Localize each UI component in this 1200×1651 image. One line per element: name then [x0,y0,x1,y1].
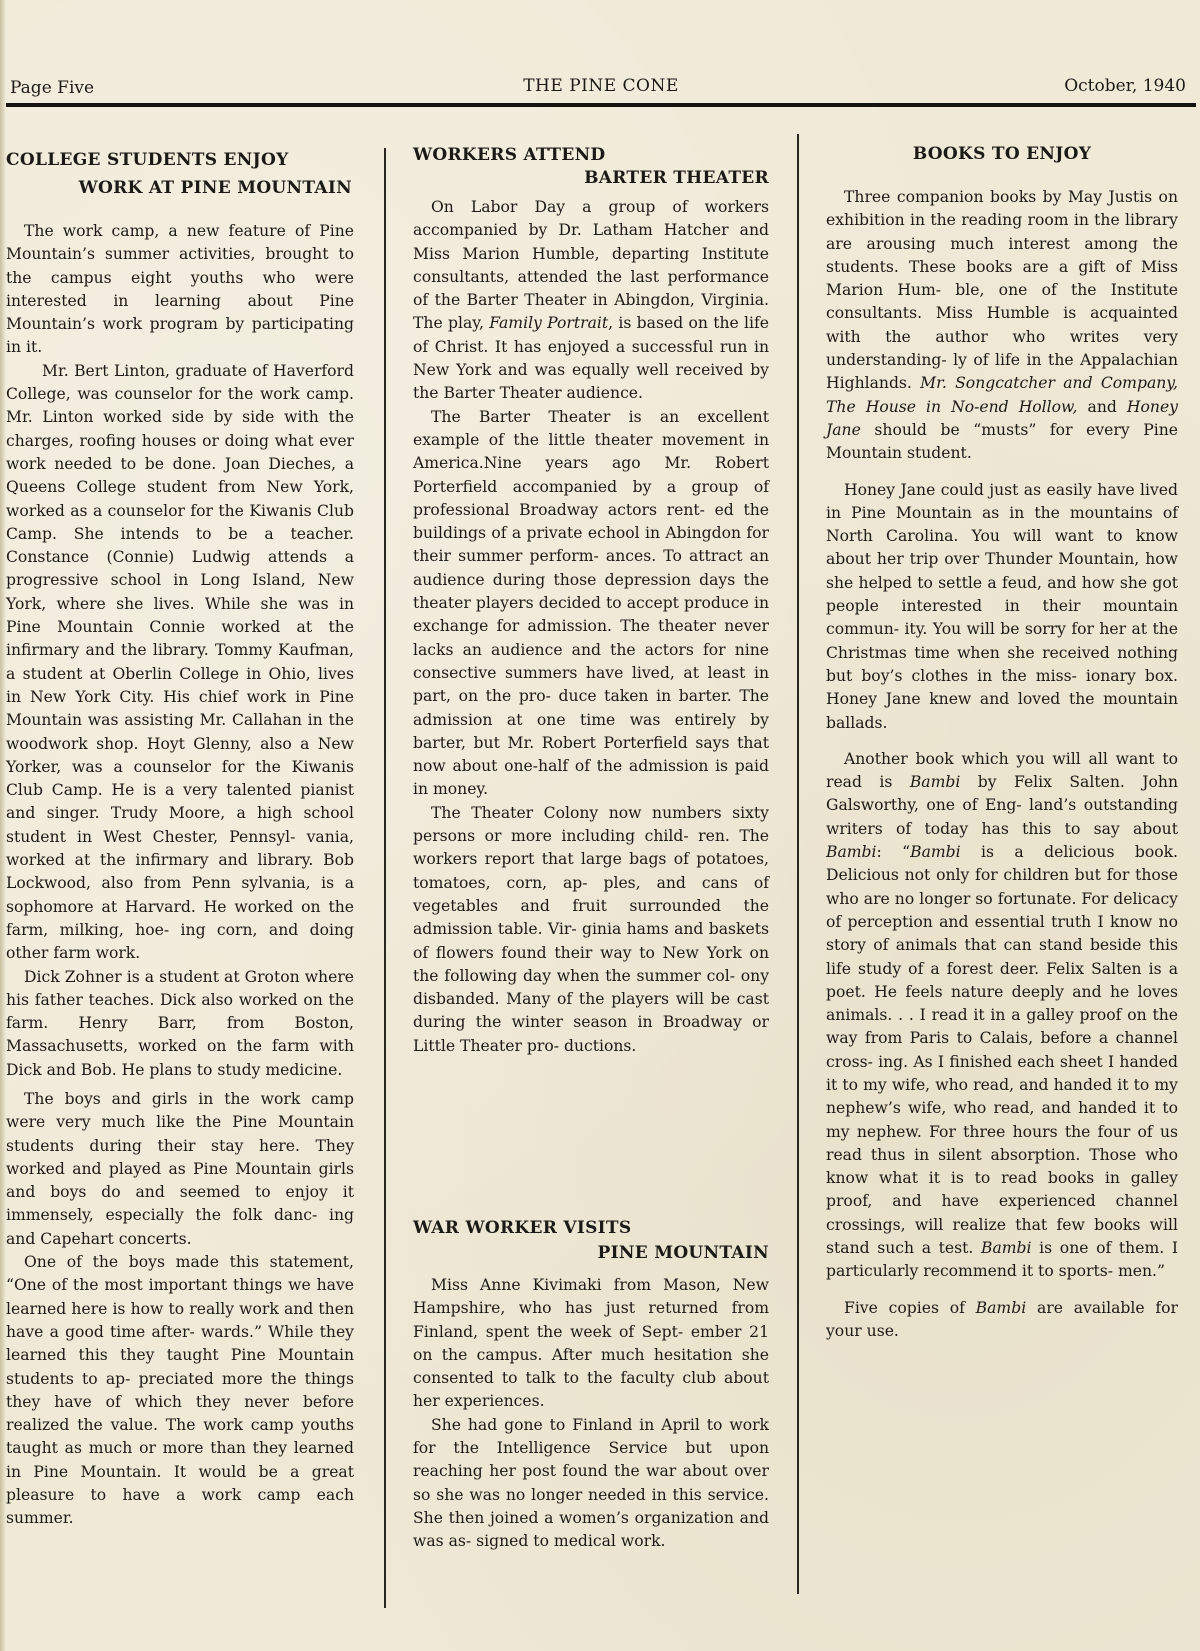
book-title: Honey Jane [826,397,1178,439]
headline-line-1: WORKERS ATTEND [413,145,606,165]
headline-line-2: BARTER THEATER [584,168,769,188]
masthead-rule [6,103,1196,107]
text-run: by Felix Salten. John Galsworthy, one of Eng- land’s outstanding writers of today has this to say about [826,773,1178,838]
book-title: Bambi [910,843,961,862]
paragraph: The boys and girls in the work camp were very much like the Pine Mountain students during their stay here. They worked and played as Pine Mountain girls and boys do and seemed to enjoy it immensely, especially the folk danc- ing and Capehart concerts. [6,1089,354,1248]
article-headline [413,144,769,190]
paragraph: One of the boys made this statement, “One of the most important things we have learned here is how to really work and then have a good time after- wards.” While they learned this they taught Pine Mountain students to ap- preciated more the things they have of which they never before realized the value. The work camp youths taught as much or more than they learned in Pine Mountain. It would be a great pleasure to have a work camp each summer. [6,1253,354,1528]
article-headline: BOOKS TO ENJOY [912,144,1092,164]
text-run: are available for your use. [826,1298,1178,1340]
text-run: is a delicious book. Delicious not only for children but for those who are no longer so fortunate. For delicacy of perception and essential truth I know no story of animals that can stand beside this life study of a forest deer. Felix Salten is a poet. He feels nature deeply and he loves animals. . . I read it in a galley proof on the way from Paris to Calais, before a channel cross- ing. As I finished each sheet I handed it to my wife, who read, and handed it to my nephew’s wife, who read, and handed it to my nephew. For three hours the four of us read thus in silent absorption. Those who know what it is to read books in galley proof, and have experienced channel crossings, will realize that few books will stand such a test. [826,843,1178,1258]
paragraph: The Theater Colony now numbers sixty persons or more including child- ren. The workers report that large bags of potatoes, tomatoes, corn, ap- ples, and cans of vegetables and fruit surrounded the admission table. Vir- ginia hams and baskets of flowers found their way to New York on the following day when the summer col- ony disbanded. Many of the players will be cast during the winter season in Broadway or Little Theater pro- ductions. [413,803,769,1055]
text-run: Five copies of [844,1298,976,1317]
text-run: is one of them. I particularly recommend it to sports- men.” [826,1239,1178,1281]
article-college-students [6,146,354,1531]
text-run: : “ [876,843,911,862]
book-titles: Mr. Songcatcher and Company, The House in No-end Hollow, [826,374,1178,416]
page-label: Page Five [10,78,95,98]
headline-line-2: PINE MOUNTAIN [597,1243,769,1263]
paragraph: Miss Anne Kivimaki from Mason, New Hampshire, who has just returned from Finland, spent the week of Sept- ember 21 on the campus. After much hesitation she consented to talk to the faculty club about her experiences. [413,1276,769,1411]
book-title: Bambi [826,843,877,862]
text-run: Another book which you will all want to read is [826,749,1178,792]
paragraph: The work camp, a new feature of Pine Mountain’s summer activities, brought to the campus eight youths who were interested in learning about Pine Mountain’s work program by participating in it. [6,222,354,357]
headline-line-2: WORK AT PINE MOUNTAIN [78,178,352,198]
text-run: , is based on the life of Christ. It has enjoyed a successful run in New York and was equally well received by the Barter Theater audience. [413,314,770,403]
book-title: Bambi [975,1298,1027,1317]
play-title: Family Portrait [489,314,609,333]
book-title: Bambi [981,1239,1032,1258]
text-run: Three companion books by May Justis on exhibition in the reading room in the library are arousing much interest among the students. These books are a gift of Miss Marion Hum- ble, one of the Institute consultants. Miss Humble is acquainted with the author who writes very understanding- ly of life in the Appalachian Highlands. [826,188,1178,393]
column-divider-1 [384,148,386,1608]
paragraph: She had gone to Finland in April to work for the Intelligence Service but upon reaching her post found the war about over so she was no longer needed in this service. She then joined a women’s organization and was as- signed to medical work. [413,1415,769,1551]
issue-date: October, 1940 [1064,76,1186,96]
publication-title: THE PINE CONE [523,76,679,96]
article-war-worker [413,1216,769,1554]
paragraph: The Barter Theater is an excellent example of the little theater movement in America.Nine years ago Mr. Robert Porterfield accompanied by a group of professional Broadway actors rent- ed the buildings of a private echool in Abingdon for their summer perform- ances. To attract an audience during those depression days the theater players decided to accept produce in exchange for admission. The theater never lacks an audience and the actors for nine consective summers have lived, at least in part, on the pro- duce taken in barter. The admission at one time was entirely by barter, but Mr. Robert Porterfield says that now about one-half of the admission is paid in money. [413,407,769,799]
paragraph [826,186,1178,466]
paragraph [826,748,1178,1284]
text-run: On Labor Day a group of workers accompanied by Dr. Latham Hatcher and Miss Marion Humble, departing Institute consultants, attended the last performance of the Barter Theater in Abingdon, Virginia. The play, [413,198,769,333]
paragraph [826,1297,1178,1344]
book-title: Bambi [909,773,961,792]
paragraph: Honey Jane could just as easily have lived in Pine Mountain as in the mountains of North Carolina. You will want to know about her trip over Thunder Mountain, how she helped to settle a feud, and how she got people interested in their mountain commun- ity. You will be sorry for her at the Christmas time when she received nothing but boy’s clothes in the miss- ionary box. Honey Jane knew and loved the mountain ballads. [826,480,1178,732]
paragraph: Dick Zohner is a student at Groton where his father teaches. Dick also worked on the farm. Henry Barr, from Boston, Massachusetts, worked on the farm with Dick and Bob. He plans to study medicine. [6,967,354,1079]
headline-line-1: WAR WORKER VISITS [413,1218,632,1238]
paragraph [413,196,769,406]
column-divider-2 [797,134,799,1594]
paragraph: Mr. Bert Linton, graduate of Haverford College, was counselor for the work camp. Mr. Linton worked side by side with the charges, roofing houses or doing what ever work needed to be done. Joan Dieches, a Queens College student from New York, worked as a counselor for the Kiwanis Club Camp. She intends to be a teacher. Constance (Connie) Ludwig attends a progressive school in Long Island, New York, where she lives. While she was in Pine Mountain Connie worked at the infirmary and the library. Tommy Kaufman, a student at Oberlin College in Ohio, lives in New York City. His chief work in Pine Mountain was assisting Mr. Callahan in the woodwork shop. Hoyt Glenny, also a New Yorker, was a counselor for the Kiwanis Club Camp. He is a very talented pianist and singer. Trudy Moore, a high school student in West Chester, Pennsyl- vania, worked at the infirmary and library. Bob Lockwood, also from Penn sylvania, is a sophomore at Harvard. He worked on the farm, milking, hoe- ing corn, and doing other farm work. [6,361,354,963]
article-barter-theater [413,144,769,1058]
article-headline [413,1216,769,1266]
headline-line-1: COLLEGE STUDENTS ENJOY [6,150,289,170]
article-books-to-enjoy [826,140,1178,1343]
masthead [8,74,1194,98]
text-run: and [1077,397,1127,416]
article-headline [6,146,354,202]
text-run: should be “musts” for every Pine Mountain student. [826,420,1178,463]
